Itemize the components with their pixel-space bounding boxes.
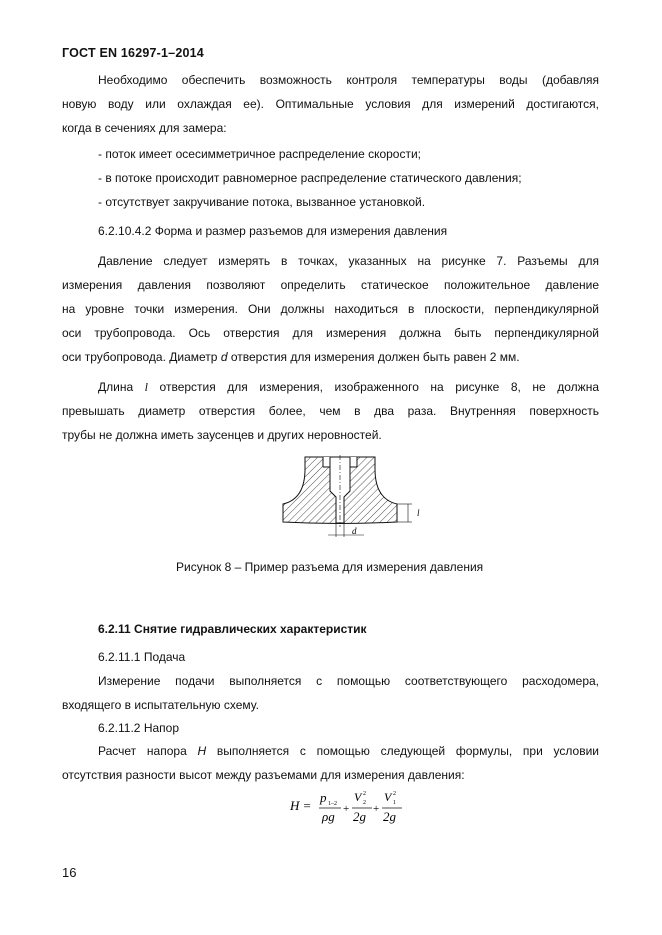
formula-v1-sup: 2 <box>393 791 396 797</box>
para2-line3: на уровне точки измерения. Они должны находиться в плоскости, перпендикулярной <box>62 302 599 316</box>
subsection-6-2-10-4-2: 6.2.10.4.2 Форма и размер разъемов для измерения давления <box>98 224 448 238</box>
label-d: d <box>352 526 357 536</box>
formula-v2-sup: 2 <box>363 791 366 797</box>
document-header: ГОСТ EN 16297-1–2014 <box>62 46 204 60</box>
var-l: l <box>144 380 149 394</box>
head-formula <box>286 788 416 828</box>
para2-line1: Давление следует измерять в точках, указанных на рисунке 7. Разъемы для <box>98 254 599 268</box>
formula-v1: V <box>384 790 392 804</box>
para3-line3: трубы не должна иметь заусенцев и других неровностей. <box>62 428 382 442</box>
formula-lhs: H = <box>290 798 312 813</box>
formula-p-sub: 1–2 <box>328 801 337 807</box>
para2-line2: измерения давления позволяют определить статическое положительное давление <box>62 278 599 292</box>
para5-line1-a: Расчет напора <box>98 744 198 758</box>
para2-line4: оси трубопровода. Ось отверстия для измерения должна быть перпендикулярной <box>62 326 599 340</box>
formula-v2: V <box>354 790 362 804</box>
formula-rho-g: ρg <box>322 809 335 824</box>
para5-line1-b: выполняется с помощью следующей формулы, при условии <box>206 744 599 758</box>
para4-line1: Измерение подачи выполняется с помощью соответствующего расходомера, <box>98 674 599 688</box>
para5-line2: отсутствия разности высот между разъемами для измерения давления: <box>62 768 465 782</box>
para1-line2: новую воду или охлаждая ее). Оптимальные условия для измерений достигаются, <box>62 97 599 111</box>
formula-2g: 2g <box>353 809 366 824</box>
para1-line1: Необходимо обеспечить возможность контроля температуры воды (добавляя <box>98 73 599 87</box>
bullet-item: - в потоке происходит равномерное распределение статического давления; <box>98 171 522 185</box>
page-number: 16 <box>62 865 77 880</box>
formula-plus: + <box>343 803 350 815</box>
para3-line1-b: отверстия для измерения, изображенного на рисунке 8, не должна <box>148 380 599 394</box>
formula-2g: 2g <box>383 809 396 824</box>
bullet-item: - поток имеет осесимметричное распределение скорости; <box>98 147 422 161</box>
formula-p: p <box>320 790 327 805</box>
para3-line2: превышать диаметр отверстия более, чем в два раза. Внутренняя поверхность <box>62 404 599 418</box>
para2-line5-a: оси трубопровода. Диаметр <box>62 350 221 364</box>
para1-line3: когда в сечениях для замера: <box>62 121 227 135</box>
para5-line1 <box>98 744 599 758</box>
bullet-item: - отсутствует закручивание потока, вызванное установкой. <box>98 195 426 209</box>
formula-v1-sub: 1 <box>393 800 396 806</box>
figure-caption: Рисунок 8 – Пример разъема для измерения давления <box>176 560 484 574</box>
var-d: d <box>220 350 228 364</box>
para2-line5-b: отверстия для измерения должен быть равен 2 мм. <box>227 350 520 364</box>
label-l: l <box>417 508 420 518</box>
para3-line1-a: Длина <box>98 380 145 394</box>
var-H: H <box>197 744 207 758</box>
formula-plus: + <box>373 803 380 815</box>
subsection-6-2-11-2: 6.2.11.2 Напор <box>98 721 179 735</box>
formula-v2-sub: 2 <box>363 800 366 806</box>
section-6-2-11: 6.2.11 Снятие гидравлических характеристик <box>98 622 367 636</box>
pressure-tap-figure <box>270 455 430 541</box>
para2-line5 <box>62 350 520 364</box>
para3-line1 <box>98 380 599 395</box>
para4-line2: входящего в испытательную схему. <box>62 698 259 712</box>
subsection-6-2-11-1: 6.2.11.1 Подача <box>98 650 186 664</box>
